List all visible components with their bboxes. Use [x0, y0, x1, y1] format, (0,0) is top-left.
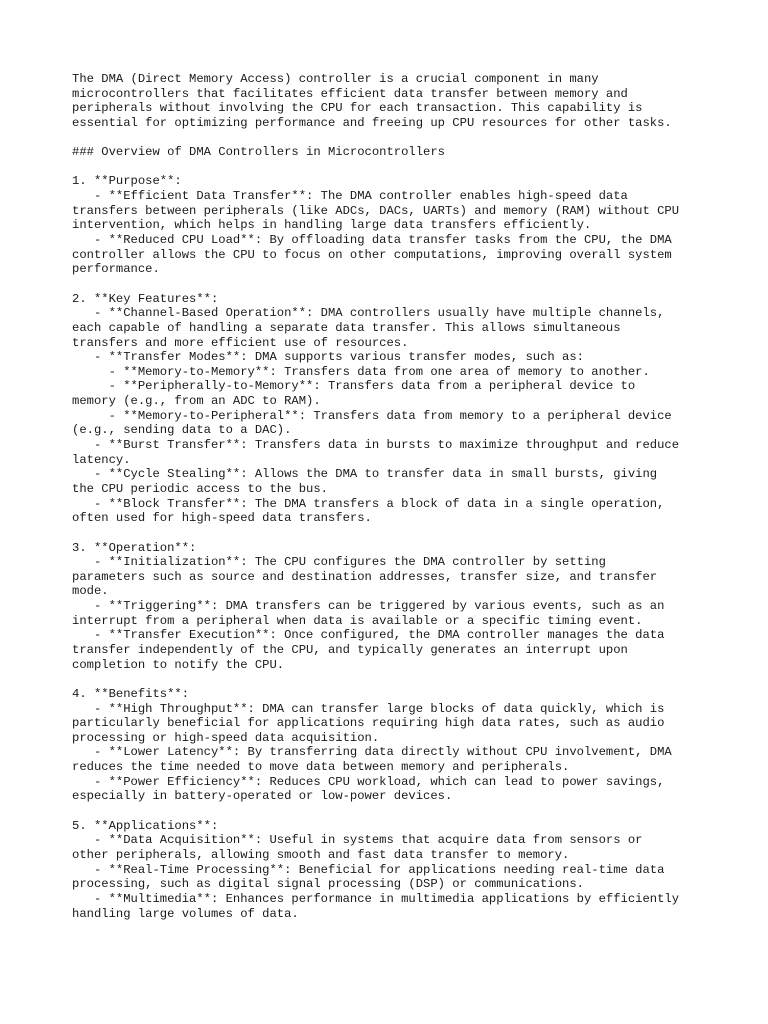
text-line: - **Initialization**: The CPU configures the DMA controller by setting	[72, 555, 606, 570]
text-line: - **Multimedia**: Enhances performance in multimedia applications by efficiently	[72, 891, 680, 906]
text-line: - **Transfer Execution**: Once configured, the DMA controller manages the data	[72, 628, 665, 643]
section-heading: ### Overview of DMA Controllers in Microcontrollers	[72, 145, 445, 160]
list-heading-applications: 5. **Applications**:	[72, 818, 219, 833]
text-line: - **Block Transfer**: The DMA transfers a block of data in a single operation,	[72, 496, 665, 511]
text-line: - **Efficient Data Transfer**: The DMA controller enables high-speed data	[72, 189, 628, 204]
blank-line	[72, 672, 732, 687]
text-line: often used for high-speed data transfers.	[72, 511, 372, 526]
text-line: - **Burst Transfer**: Transfers data in bursts to maximize throughput and reduce	[72, 438, 680, 453]
text-line: each capable of handling a separate data transfer. This allows simultaneous	[72, 320, 621, 335]
blank-line	[72, 131, 732, 146]
text-line: - **Data Acquisition**: Useful in systems that acquire data from sensors or	[72, 833, 643, 848]
text-line: parameters such as source and destination addresses, transfer size, and transfer	[72, 569, 658, 584]
blank-line	[72, 277, 732, 292]
document-page	[72, 72, 732, 921]
text-line: - **Transfer Modes**: DMA supports various transfer modes, such as:	[72, 350, 584, 365]
text-line: other peripherals, allowing smooth and fast data transfer to memory.	[72, 847, 570, 862]
text-line: especially in battery-operated or low-power devices.	[72, 789, 453, 804]
text-line: transfers between peripherals (like ADCs, DACs, UARTs) and memory (RAM) without CPU	[72, 203, 680, 218]
text-line: - **Lower Latency**: By transferring data directly without CPU involvement, DMA	[72, 745, 672, 760]
text-line: - **Power Efficiency**: Reduces CPU workload, which can lead to power savings,	[72, 774, 665, 789]
text-line: microcontrollers that facilitates efficient data transfer between memory and	[72, 86, 628, 101]
text-line: particularly beneficial for applications requiring high data rates, such as audio	[72, 716, 665, 731]
text-line: interrupt from a peripheral when data is available or a specific timing event.	[72, 613, 643, 628]
text-line: - **Memory-to-Memory**: Transfers data from one area of memory to another.	[72, 364, 650, 379]
text-line: The DMA (Direct Memory Access) controller is a crucial component in many	[72, 72, 599, 86]
text-line: reduces the time needed to move data between memory and peripherals.	[72, 760, 570, 775]
text-line: - **Channel-Based Operation**: DMA controllers usually have multiple channels,	[72, 306, 665, 321]
text-line: - **Reduced CPU Load**: By offloading data transfer tasks from the CPU, the DMA	[72, 233, 672, 248]
text-line: - **Triggering**: DMA transfers can be triggered by various events, such as an	[72, 599, 665, 614]
list-heading-benefits: 4. **Benefits**:	[72, 686, 190, 701]
text-line: performance.	[72, 262, 160, 277]
text-line: processing or high-speed data acquisition.	[72, 730, 380, 745]
text-line: - **Real-Time Processing**: Beneficial for applications needing real-time data	[72, 862, 665, 877]
text-line: transfer independently of the CPU, and typically generates an interrupt upon	[72, 642, 628, 657]
text-line: intervention, which helps in handling large data transfers efficiently.	[72, 218, 592, 233]
text-line: processing, such as digital signal processing (DSP) or communications.	[72, 877, 584, 892]
text-line: handling large volumes of data.	[72, 906, 299, 921]
blank-line	[72, 804, 732, 819]
text-line: the CPU periodic access to the bus.	[72, 481, 328, 496]
text-line: - **High Throughput**: DMA can transfer large blocks of data quickly, which is	[72, 701, 665, 716]
text-line: transfers and more efficient use of resources.	[72, 335, 409, 350]
text-line: essential for optimizing performance and freeing up CPU resources for other tasks.	[72, 115, 672, 130]
text-line: - **Cycle Stealing**: Allows the DMA to transfer data in small bursts, giving	[72, 467, 658, 482]
blank-line	[72, 526, 732, 541]
text-line: completion to notify the CPU.	[72, 657, 285, 672]
text-line: latency.	[72, 452, 131, 467]
text-line: memory (e.g., from an ADC to RAM).	[72, 394, 321, 409]
text-line: mode.	[72, 584, 109, 599]
text-line: - **Peripherally-to-Memory**: Transfers data from a peripheral device to	[72, 379, 636, 394]
list-heading-purpose: 1. **Purpose**:	[72, 174, 182, 189]
text-line: peripherals without involving the CPU for each transaction. This capability is	[72, 101, 643, 116]
text-line: (e.g., sending data to a DAC).	[72, 423, 292, 438]
text-line: - **Memory-to-Peripheral**: Transfers data from memory to a peripheral device	[72, 408, 672, 423]
list-heading-key-features: 2. **Key Features**:	[72, 291, 219, 306]
list-heading-operation: 3. **Operation**:	[72, 540, 197, 555]
blank-line	[72, 160, 732, 175]
text-line: controller allows the CPU to focus on other computations, improving overall system	[72, 247, 672, 262]
